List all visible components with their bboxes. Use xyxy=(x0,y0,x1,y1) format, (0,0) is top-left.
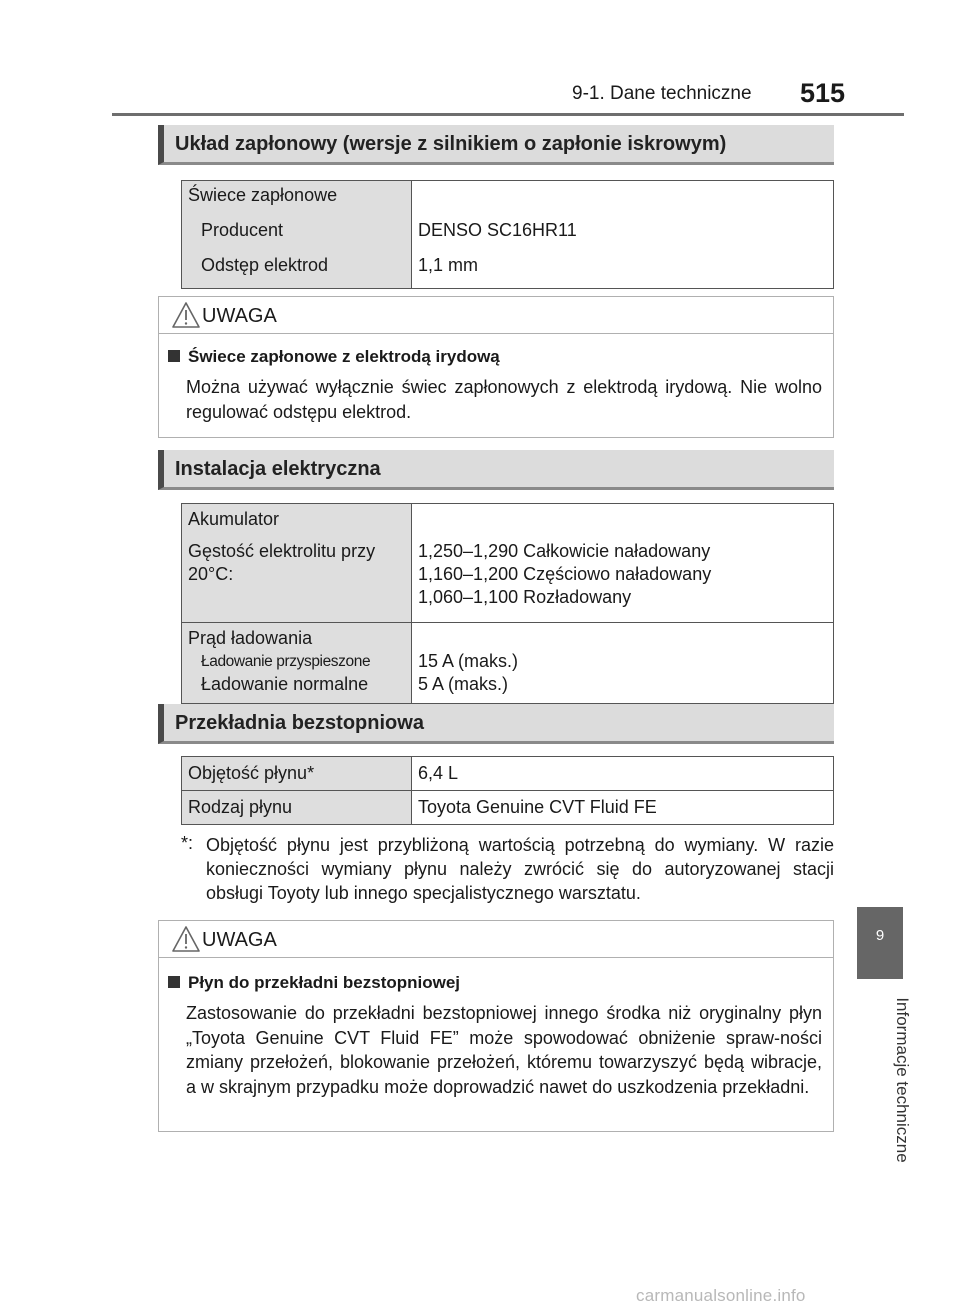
warning-subtitle-text: Płyn do przekładni bezstopniowej xyxy=(188,973,461,992)
warning-text: Zastosowanie do przekładni bezstopniowej innego środka niż oryginalny płyn „Toyota Genuine CVT Fluid FE” może spowodować obniżenie spraw-ności zmiany przełożeń, blokowanie przełożeń, któremu towarzyszyć będą wibracje, a w skrajnym przypadku może doprowadzić nawet do uszkodzenia przekładni. xyxy=(186,1003,822,1097)
header-rule xyxy=(112,113,904,116)
battery-label: Akumulator xyxy=(188,509,280,529)
square-bullet-icon xyxy=(168,350,180,362)
warning-header xyxy=(159,297,833,334)
normal-charging-value: 5 A (maks.) xyxy=(418,674,509,694)
table-row xyxy=(182,504,834,623)
density-value-full: 1,250–1,290 Całkowicie naładowany xyxy=(418,541,711,561)
chapter-tab: 9 xyxy=(857,907,903,979)
ignition-value-cell xyxy=(412,181,834,289)
density-value-partial: 1,160–1,200 Częściowo naładowany xyxy=(418,564,712,584)
battery-value-cell xyxy=(412,504,834,623)
fast-charging-label: Ładowanie przyspieszone xyxy=(201,653,371,670)
cvt-table xyxy=(181,756,834,825)
section-heading-cvt: Przekładnia bezstopniowa xyxy=(158,704,834,744)
warning-subtitle xyxy=(168,973,460,993)
fluid-type-label: Rodzaj płynu xyxy=(182,791,412,825)
warning-triangle-icon xyxy=(171,925,201,953)
watermark: carmanualsonline.info xyxy=(636,1286,806,1305)
chapter-label xyxy=(872,990,912,1180)
electrical-table xyxy=(181,503,834,704)
warning-header xyxy=(159,921,833,958)
normal-charging-label: Ładowanie normalne xyxy=(201,674,369,694)
section-heading-electrical: Instalacja elektryczna xyxy=(158,450,834,490)
footnote-mark: *: xyxy=(181,833,194,853)
fluid-volume-value: 6,4 L xyxy=(412,757,834,791)
section-heading-ignition: Układ zapłonowy (wersje z silnikiem o zapłonie iskrowym) xyxy=(158,125,834,165)
page-number: 515 xyxy=(800,78,846,108)
square-bullet-icon xyxy=(168,976,180,988)
spark-plugs-label: Świece zapłonowe xyxy=(188,185,338,205)
warning-box-spark-plugs xyxy=(158,296,834,438)
manufacturer-label: Producent xyxy=(201,220,284,240)
ignition-table xyxy=(181,180,834,289)
density-label-line1: Gęstość elektrolitu przy xyxy=(188,541,376,561)
density-value-discharged: 1,060–1,100 Rozładowany xyxy=(418,587,632,607)
ignition-label-cell xyxy=(182,181,412,289)
warning-triangle-icon xyxy=(171,301,201,329)
warning-box-cvt-fluid xyxy=(158,920,834,1132)
electrode-gap-value: 1,1 mm xyxy=(418,255,479,275)
chapter-label-text: Informacje techniczne xyxy=(893,997,912,1163)
table-row xyxy=(182,757,834,791)
table-row xyxy=(182,623,834,704)
charging-label-cell xyxy=(182,623,412,704)
charging-label: Prąd ładowania xyxy=(188,628,313,648)
warning-title: UWAGA xyxy=(202,929,277,951)
fluid-type-value: Toyota Genuine CVT Fluid FE xyxy=(412,791,834,825)
warning-subtitle-text: Świece zapłonowe z elektrodą irydową xyxy=(188,347,500,366)
manufacturer-value: DENSO SC16HR11 xyxy=(418,220,577,240)
charging-value-cell xyxy=(412,623,834,704)
warning-title: UWAGA xyxy=(202,305,277,327)
warning-subtitle xyxy=(168,347,500,367)
footnote-text: Objętość płynu jest przybliżoną wartością potrzebną do wymiany. W razie konieczności wymiany płynu należy zwrócić się do autoryzowanej stacji obsługi Toyoty lub innego specjalistycznego warsztatu. xyxy=(206,835,834,903)
fluid-volume-label: Objętość płynu* xyxy=(182,757,412,791)
battery-label-cell xyxy=(182,504,412,623)
electrode-gap-label: Odstęp elektrod xyxy=(201,255,329,275)
header-section-title: 9-1. Dane techniczne xyxy=(572,83,752,104)
fast-charging-value: 15 A (maks.) xyxy=(418,651,519,671)
table-row xyxy=(182,181,834,289)
table-row xyxy=(182,791,834,825)
warning-text: Można używać wyłącznie świec zapłonowych z elektrodą irydową. Nie wolno regulować odstępu elektrod. xyxy=(186,377,822,422)
density-label-line2: 20°C: xyxy=(188,564,234,584)
